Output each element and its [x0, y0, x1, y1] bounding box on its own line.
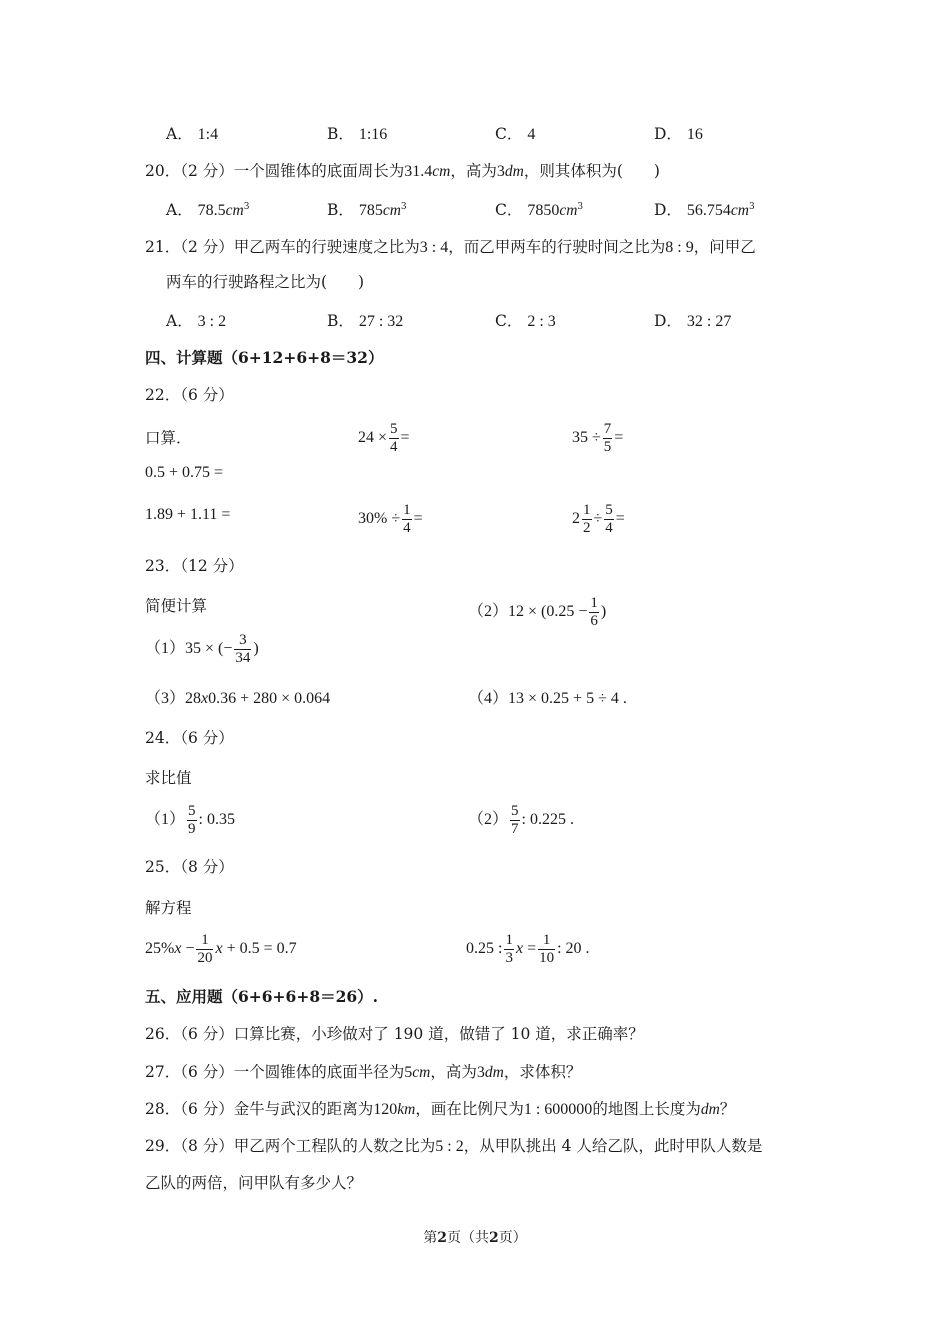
q21-question-line2: 两车的行驶路程之比为( ) [166, 273, 365, 291]
q23-heading: 23．（12 分） [145, 557, 244, 575]
q22-expr-2: 35 ÷ $\frac{7}{5}$ = [572, 420, 624, 455]
q22-expr-4: 1.89 + 1.11 = [145, 506, 231, 523]
page-footer: 第2页（共2页） [423, 1230, 527, 1246]
q22-heading: 22．（6 分） [145, 386, 234, 404]
q23-part-1: （1）35 × (− $\frac{3}{34}$ ) [145, 631, 259, 666]
q23-label: 简便计算 [145, 597, 208, 615]
q24-part-2: （2） $\frac{5}{7}$ : 0.225 . [468, 802, 574, 837]
q20-option-b: B． $785cm^3$ [327, 201, 407, 219]
q23-part-3: （3）28x0.36 + 280 × 0.064 [145, 690, 331, 707]
q29-question: 29．（8 分）甲乙两个工程队的人数之比为5 : 2，从甲队挑出 4 人给乙队，此时甲队人数是 [145, 1137, 763, 1155]
q28-question: 28．（6 分）金牛与武汉的距离为120km，画在比例尺为1 : 600000的地图上长度为dm？ [145, 1100, 736, 1118]
q20-option-c: C． $7850cm^3$ [495, 201, 584, 219]
q25-equation-2: 0.25 : $\frac{1}{3}$ x = $\frac{1}{10}$ : 20 . [466, 931, 590, 966]
q21-option-b: B． 27 : 32 [327, 312, 404, 330]
q22-expr-6: 2 $\frac{1}{2}$ ÷ $\frac{5}{4}$ = [572, 501, 625, 536]
q21-question: 21．（2 分）甲乙两车的行驶速度之比为3 : 4，而乙甲两车的行驶时间之比为8 : 9，问甲乙 [145, 238, 756, 256]
q19-option-d: D． 16 [654, 125, 703, 143]
q19-option-c: C． 4 [495, 125, 536, 143]
q21-option-d: D． 32 : 27 [654, 312, 732, 330]
q26-question: 26．（6 分）口算比赛，小珍做对了 190 道，做错了 10 道，求正确率？ [145, 1025, 644, 1043]
q20-option-a: A． $78.5cm^3$ [166, 201, 250, 219]
q22-expr-5: 30% ÷ $\frac{1}{4}$ = [358, 501, 423, 536]
section-4-title: 四、计算题（6+12+6+8＝32） [145, 348, 384, 367]
q21-option-c: C． 2 : 3 [495, 312, 556, 330]
q22-expr-3: 0.5 + 0.75 = [145, 464, 224, 481]
q23-part-4: （4）13 × 0.25 + 5 ÷ 4 . [468, 690, 627, 707]
section-5-title: 五、应用题（6+6+6+8＝26）. [145, 987, 379, 1006]
q20-option-d: D． $56.754cm^3$ [654, 201, 755, 219]
q24-part-1: （1） $\frac{5}{9}$ : 0.35 [145, 802, 235, 837]
q19-option-a: A． 1:4 [166, 125, 219, 143]
q20-question: 20．（2 分）一个圆锥体的底面周长为31.4cm，高为3dm，则其体积为( ) [145, 162, 660, 180]
q29-question-line2: 乙队的两倍，问甲队有多少人？ [145, 1174, 363, 1192]
q22-label: 口算． [145, 429, 192, 447]
q21-option-a: A． 3 : 2 [166, 312, 227, 330]
q23-part-2: （2）12 × (0.25 − $\frac{1}{6}$ ) [468, 594, 607, 629]
q25-equation-1: 25%x − $\frac{1}{20}$ x + 0.5 = 0.7 [145, 931, 297, 966]
q24-heading: 24．（6 分） [145, 729, 234, 747]
q27-question: 27．（6 分）一个圆锥体的底面半径为5cm，高为3dm，求体积？ [145, 1063, 582, 1081]
q19-option-b: B． 1:16 [327, 125, 388, 143]
q25-label: 解方程 [145, 899, 192, 917]
q24-label: 求比值 [145, 769, 192, 787]
q22-expr-1: 24 × $\frac{5}{4}$ = [358, 420, 410, 455]
q25-heading: 25．（8 分） [145, 858, 234, 876]
